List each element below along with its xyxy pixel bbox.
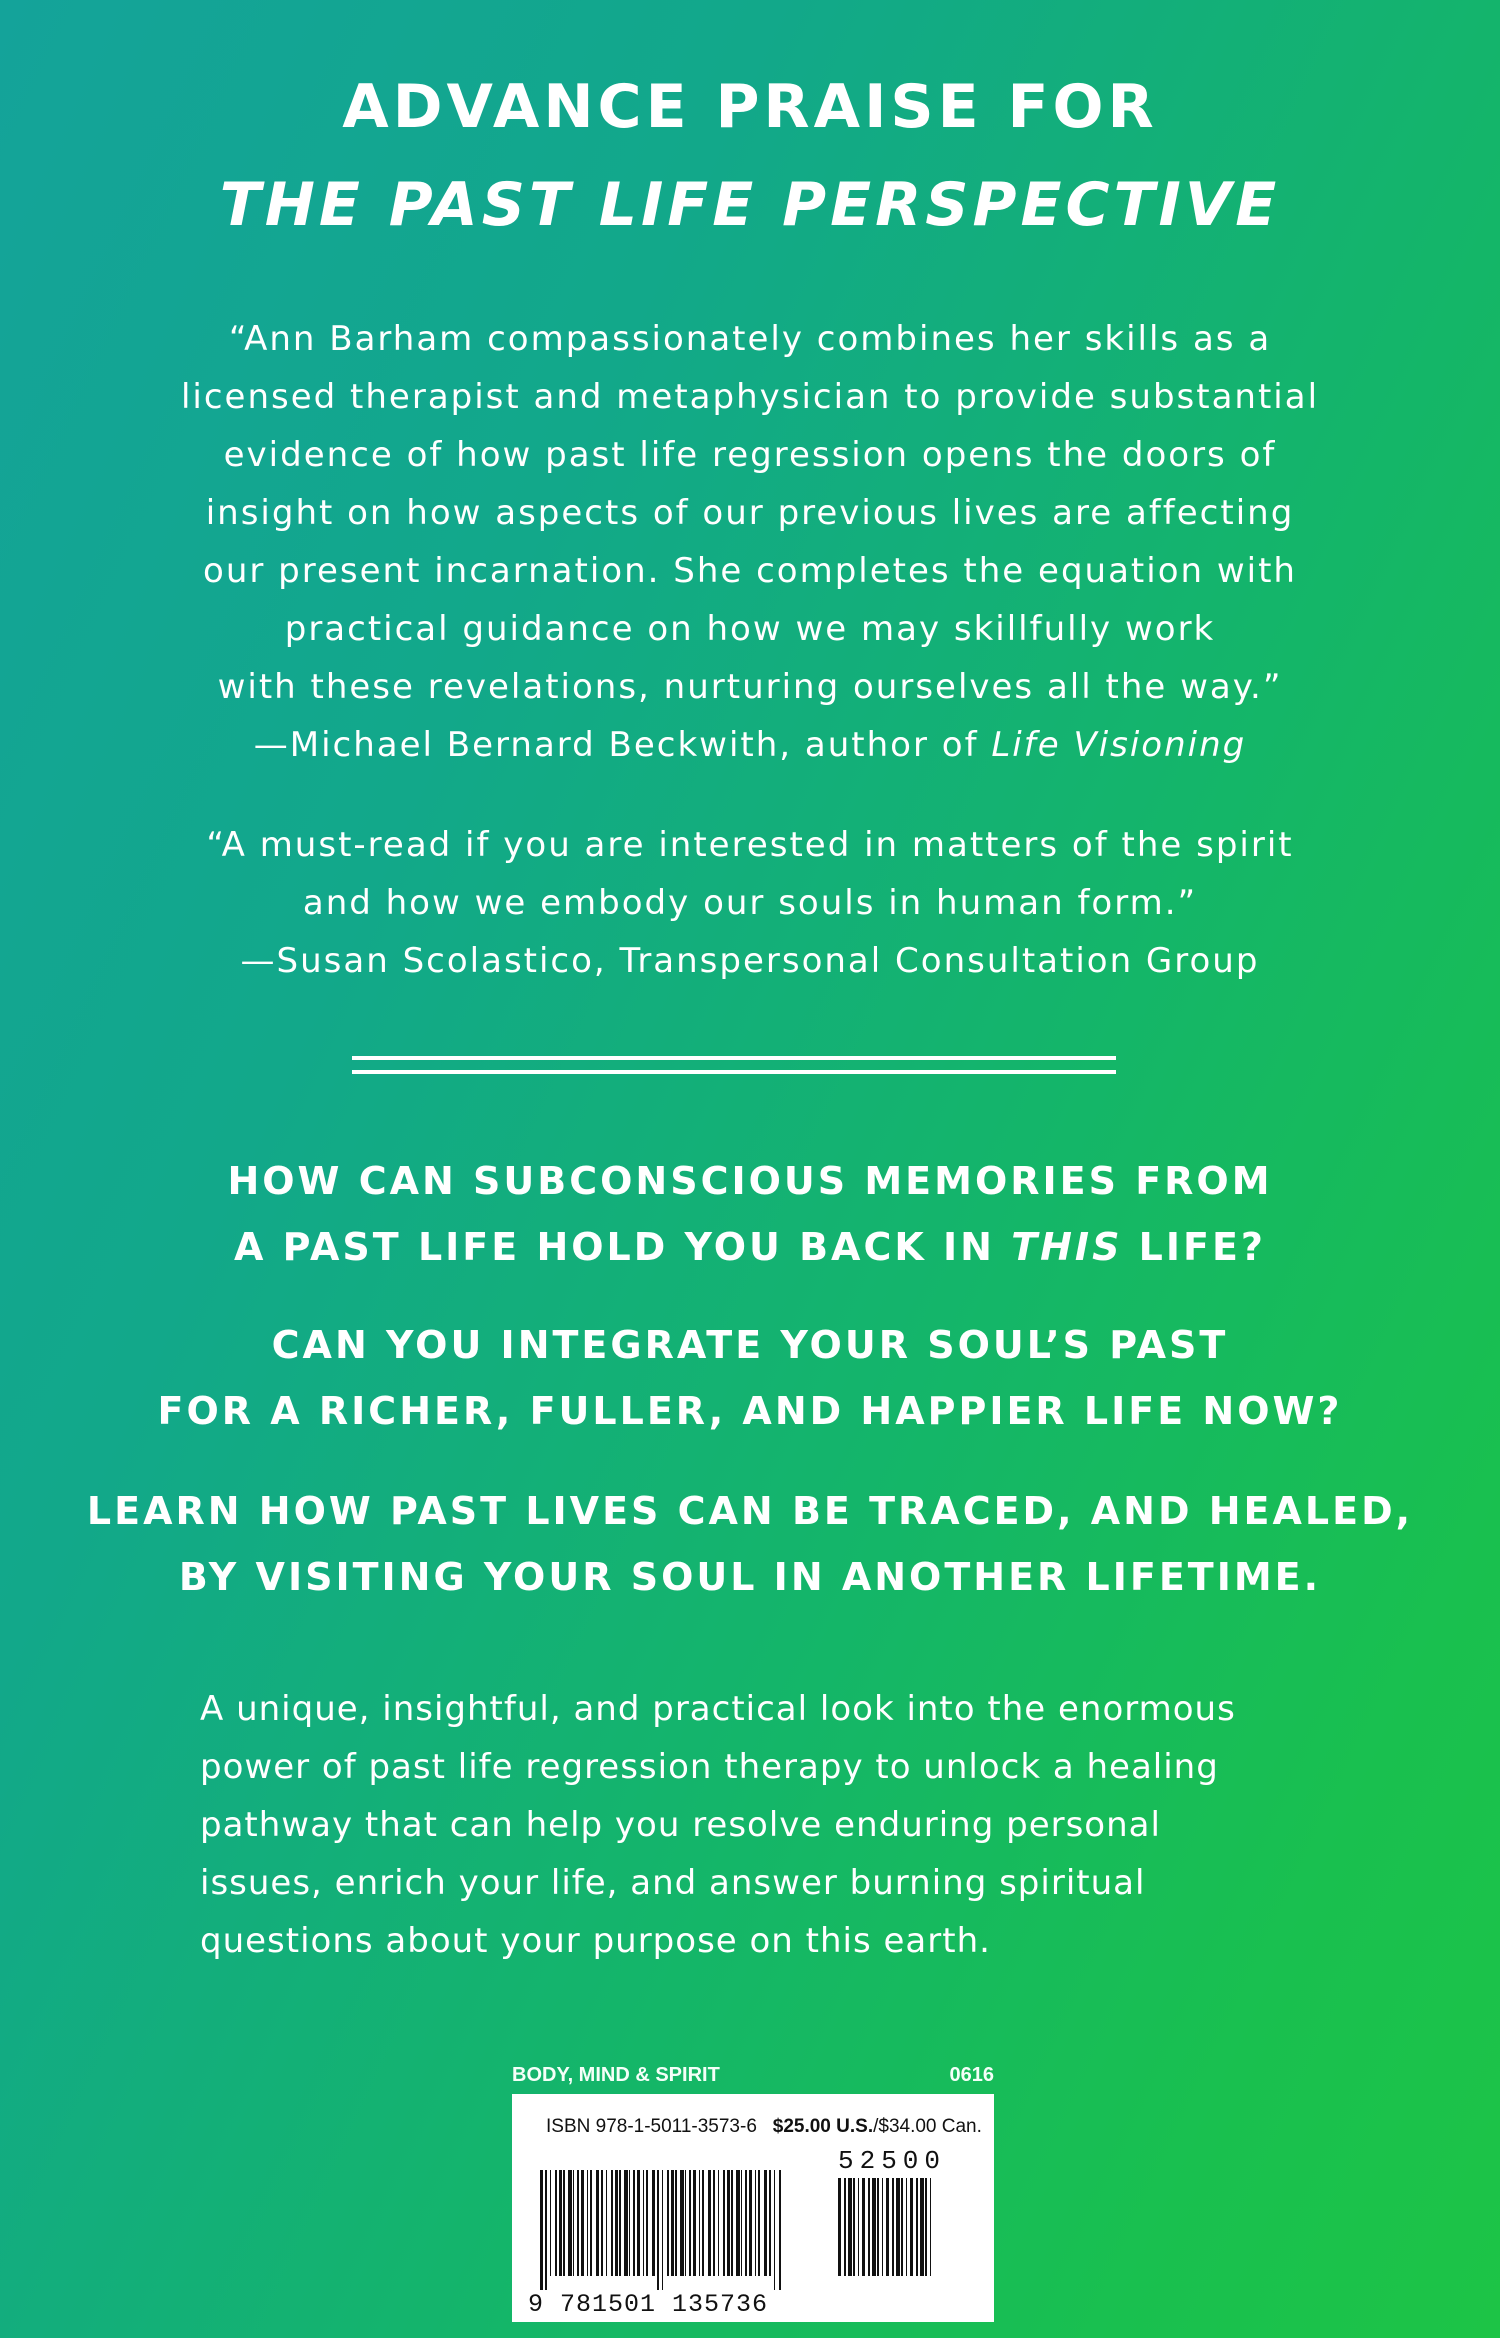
divider-line-bottom <box>352 1070 1116 1074</box>
question-emphasis: THIS <box>1011 1225 1123 1269</box>
barcode-bar <box>920 2178 924 2276</box>
barcode-bar <box>662 2170 663 2290</box>
barcode-bar <box>619 2170 621 2276</box>
barcode-bar <box>601 2170 603 2276</box>
addon-barcode-icon <box>838 2178 960 2290</box>
barcode-bar <box>559 2170 562 2276</box>
barcode-bar <box>702 2170 704 2276</box>
barcode-bar <box>615 2170 618 2276</box>
question-line: CAN YOU INTEGRATE YOUR SOUL’S PAST <box>271 1323 1229 1367</box>
barcode-bar <box>693 2170 696 2276</box>
quote-line: licensed therapist and metaphysician to provide substantial <box>180 377 1320 417</box>
barcode-bar <box>892 2178 894 2276</box>
barcode-bar <box>877 2178 879 2276</box>
barcode-bar <box>896 2178 900 2276</box>
barcode-bar <box>755 2170 756 2276</box>
question-line: FOR A RICHER, FULLER, AND HAPPIER LIFE NOW? <box>157 1389 1343 1433</box>
barcode-bar <box>680 2170 684 2276</box>
barcode-bar <box>886 2178 889 2276</box>
barcode-bar <box>671 2170 674 2276</box>
description-line: issues, enrich your life, and answer burning spiritual <box>200 1863 1146 1903</box>
quote-attribution: —Susan Scolastico, Transpersonal Consultation Group <box>240 941 1260 981</box>
description-line: A unique, insightful, and practical look into the enormous <box>200 1689 1236 1729</box>
description-line: questions about your purpose on this earth. <box>200 1921 991 1961</box>
barcode-bar <box>745 2170 747 2276</box>
barcode-bar <box>563 2170 565 2276</box>
question-integrate <box>0 1312 1500 1444</box>
barcode-bar <box>901 2178 903 2276</box>
quote-line: and how we embody our souls in human form.” <box>302 883 1198 923</box>
barcode-bar <box>577 2170 579 2276</box>
book-title-heading: THE PAST LIFE PERSPECTIVE <box>219 170 1281 240</box>
barcode-bar <box>848 2178 852 2276</box>
barcode-bar <box>596 2170 599 2276</box>
question-line: HOW CAN SUBCONSCIOUS MEMORIES FROM <box>227 1159 1273 1203</box>
barcode-bar <box>749 2170 752 2276</box>
barcode-bar <box>910 2178 913 2276</box>
quote-line: evidence of how past life regression opens the doors of <box>223 435 1277 475</box>
question-text: LIFE? <box>1122 1225 1266 1269</box>
barcode-bar <box>555 2170 557 2276</box>
price-code: 0616 <box>949 2064 994 2086</box>
isbn-number: ISBN 978-1-5011-3573-6 <box>546 2116 757 2137</box>
question-text: A PAST LIFE HOLD YOU BACK IN <box>234 1225 1012 1269</box>
barcode-bar <box>741 2170 742 2276</box>
barcode-bar <box>774 2170 775 2290</box>
barcode-bar <box>916 2178 918 2276</box>
divider-line-top <box>352 1056 1116 1060</box>
isbn-price-line <box>546 2116 982 2138</box>
barcode-bar <box>652 2170 655 2276</box>
book-category: BODY, MIND & SPIRIT <box>512 2064 720 2086</box>
barcode-bar <box>930 2178 931 2276</box>
question-subconscious <box>0 1148 1500 1280</box>
barcode-bar <box>581 2170 584 2276</box>
question-line <box>0 1214 1500 1280</box>
book-description <box>200 1680 1320 1970</box>
barcode-bar <box>689 2170 691 2276</box>
barcode-bar <box>925 2178 927 2276</box>
barcode-bar <box>590 2170 592 2276</box>
barcode-bar <box>758 2170 760 2276</box>
quote-line: practical guidance on how we may skillfully work <box>284 609 1216 649</box>
barcode-bar <box>657 2170 659 2290</box>
barcode-bar <box>736 2170 740 2276</box>
quote-line: “Ann Barham compassionately combines her skills as a <box>228 319 1272 359</box>
barcode-bar <box>853 2178 855 2276</box>
barcode-bar <box>637 2170 640 2276</box>
barcode-bar <box>587 2170 588 2276</box>
quote-line: with these revelations, nurturing ourselves all the way.” <box>217 667 1283 707</box>
quote-attribution <box>0 716 1500 774</box>
barcode-bar <box>723 2170 725 2276</box>
barcode-bar <box>606 2170 607 2276</box>
question-line: BY VISITING YOUR SOUL IN ANOTHER LIFETIME. <box>178 1555 1322 1599</box>
barcode-bar <box>699 2170 700 2276</box>
praise-heading: ADVANCE PRAISE FOR <box>342 72 1158 142</box>
barcode-bar <box>868 2178 870 2276</box>
barcode-bar <box>713 2170 715 2276</box>
barcode-bar <box>611 2170 613 2276</box>
barcode-bar <box>862 2178 865 2276</box>
barcode-bar <box>629 2170 630 2276</box>
barcode-bar <box>838 2178 841 2276</box>
addon-number: 52500 <box>838 2146 947 2176</box>
barcode-bar <box>643 2170 644 2276</box>
barcode-bar <box>550 2170 551 2276</box>
barcode-bar <box>882 2178 883 2276</box>
barcode-bar <box>667 2170 669 2276</box>
barcode-label <box>512 2094 994 2322</box>
description-line: power of past life regression therapy to unlock a healing <box>200 1747 1219 1787</box>
barcode-bar <box>675 2170 677 2276</box>
barcode-bar <box>779 2170 781 2290</box>
barcode-bar <box>769 2170 771 2276</box>
question-learn <box>0 1478 1500 1610</box>
barcode-bar <box>727 2170 730 2276</box>
attribution-author: —Michael Bernard Beckwith, author of <box>253 725 992 765</box>
praise-quote-beckwith <box>0 310 1500 774</box>
quote-line: insight on how aspects of our previous lives are affecting <box>205 493 1295 533</box>
barcode-bar <box>844 2178 846 2276</box>
main-barcode-icon <box>540 2170 830 2290</box>
barcode-bar <box>545 2170 547 2290</box>
barcode-bar <box>633 2170 635 2276</box>
praise-quote-scolastico <box>0 816 1500 990</box>
barcode-bar <box>573 2170 574 2276</box>
barcode-bar <box>906 2178 907 2276</box>
price-us: $25.00 U.S. <box>772 2116 874 2137</box>
barcode-bar <box>872 2178 876 2276</box>
barcode-bar <box>540 2170 543 2290</box>
isbn-digits: 9 781501 135736 <box>528 2290 769 2319</box>
barcode-bar <box>624 2170 628 2276</box>
barcode-bar <box>858 2178 859 2276</box>
barcode-bar <box>646 2170 648 2276</box>
barcode-bar <box>731 2170 733 2276</box>
barcode-bar <box>718 2170 719 2276</box>
barcode-bar <box>685 2170 686 2276</box>
barcode-bar <box>568 2170 572 2276</box>
barcode-bar <box>764 2170 767 2276</box>
description-line: pathway that can help you resolve enduring personal <box>200 1805 1161 1845</box>
attribution-book-title: Life Visioning <box>991 725 1247 765</box>
question-line: LEARN HOW PAST LIVES CAN BE TRACED, AND HEALED, <box>86 1489 1414 1533</box>
barcode-bar <box>708 2170 711 2276</box>
quote-line: our present incarnation. She completes the equation with <box>203 551 1297 591</box>
quote-line: “A must-read if you are interested in matters of the spirit <box>206 825 1294 865</box>
price-canada: /$34.00 Can. <box>873 2116 982 2137</box>
